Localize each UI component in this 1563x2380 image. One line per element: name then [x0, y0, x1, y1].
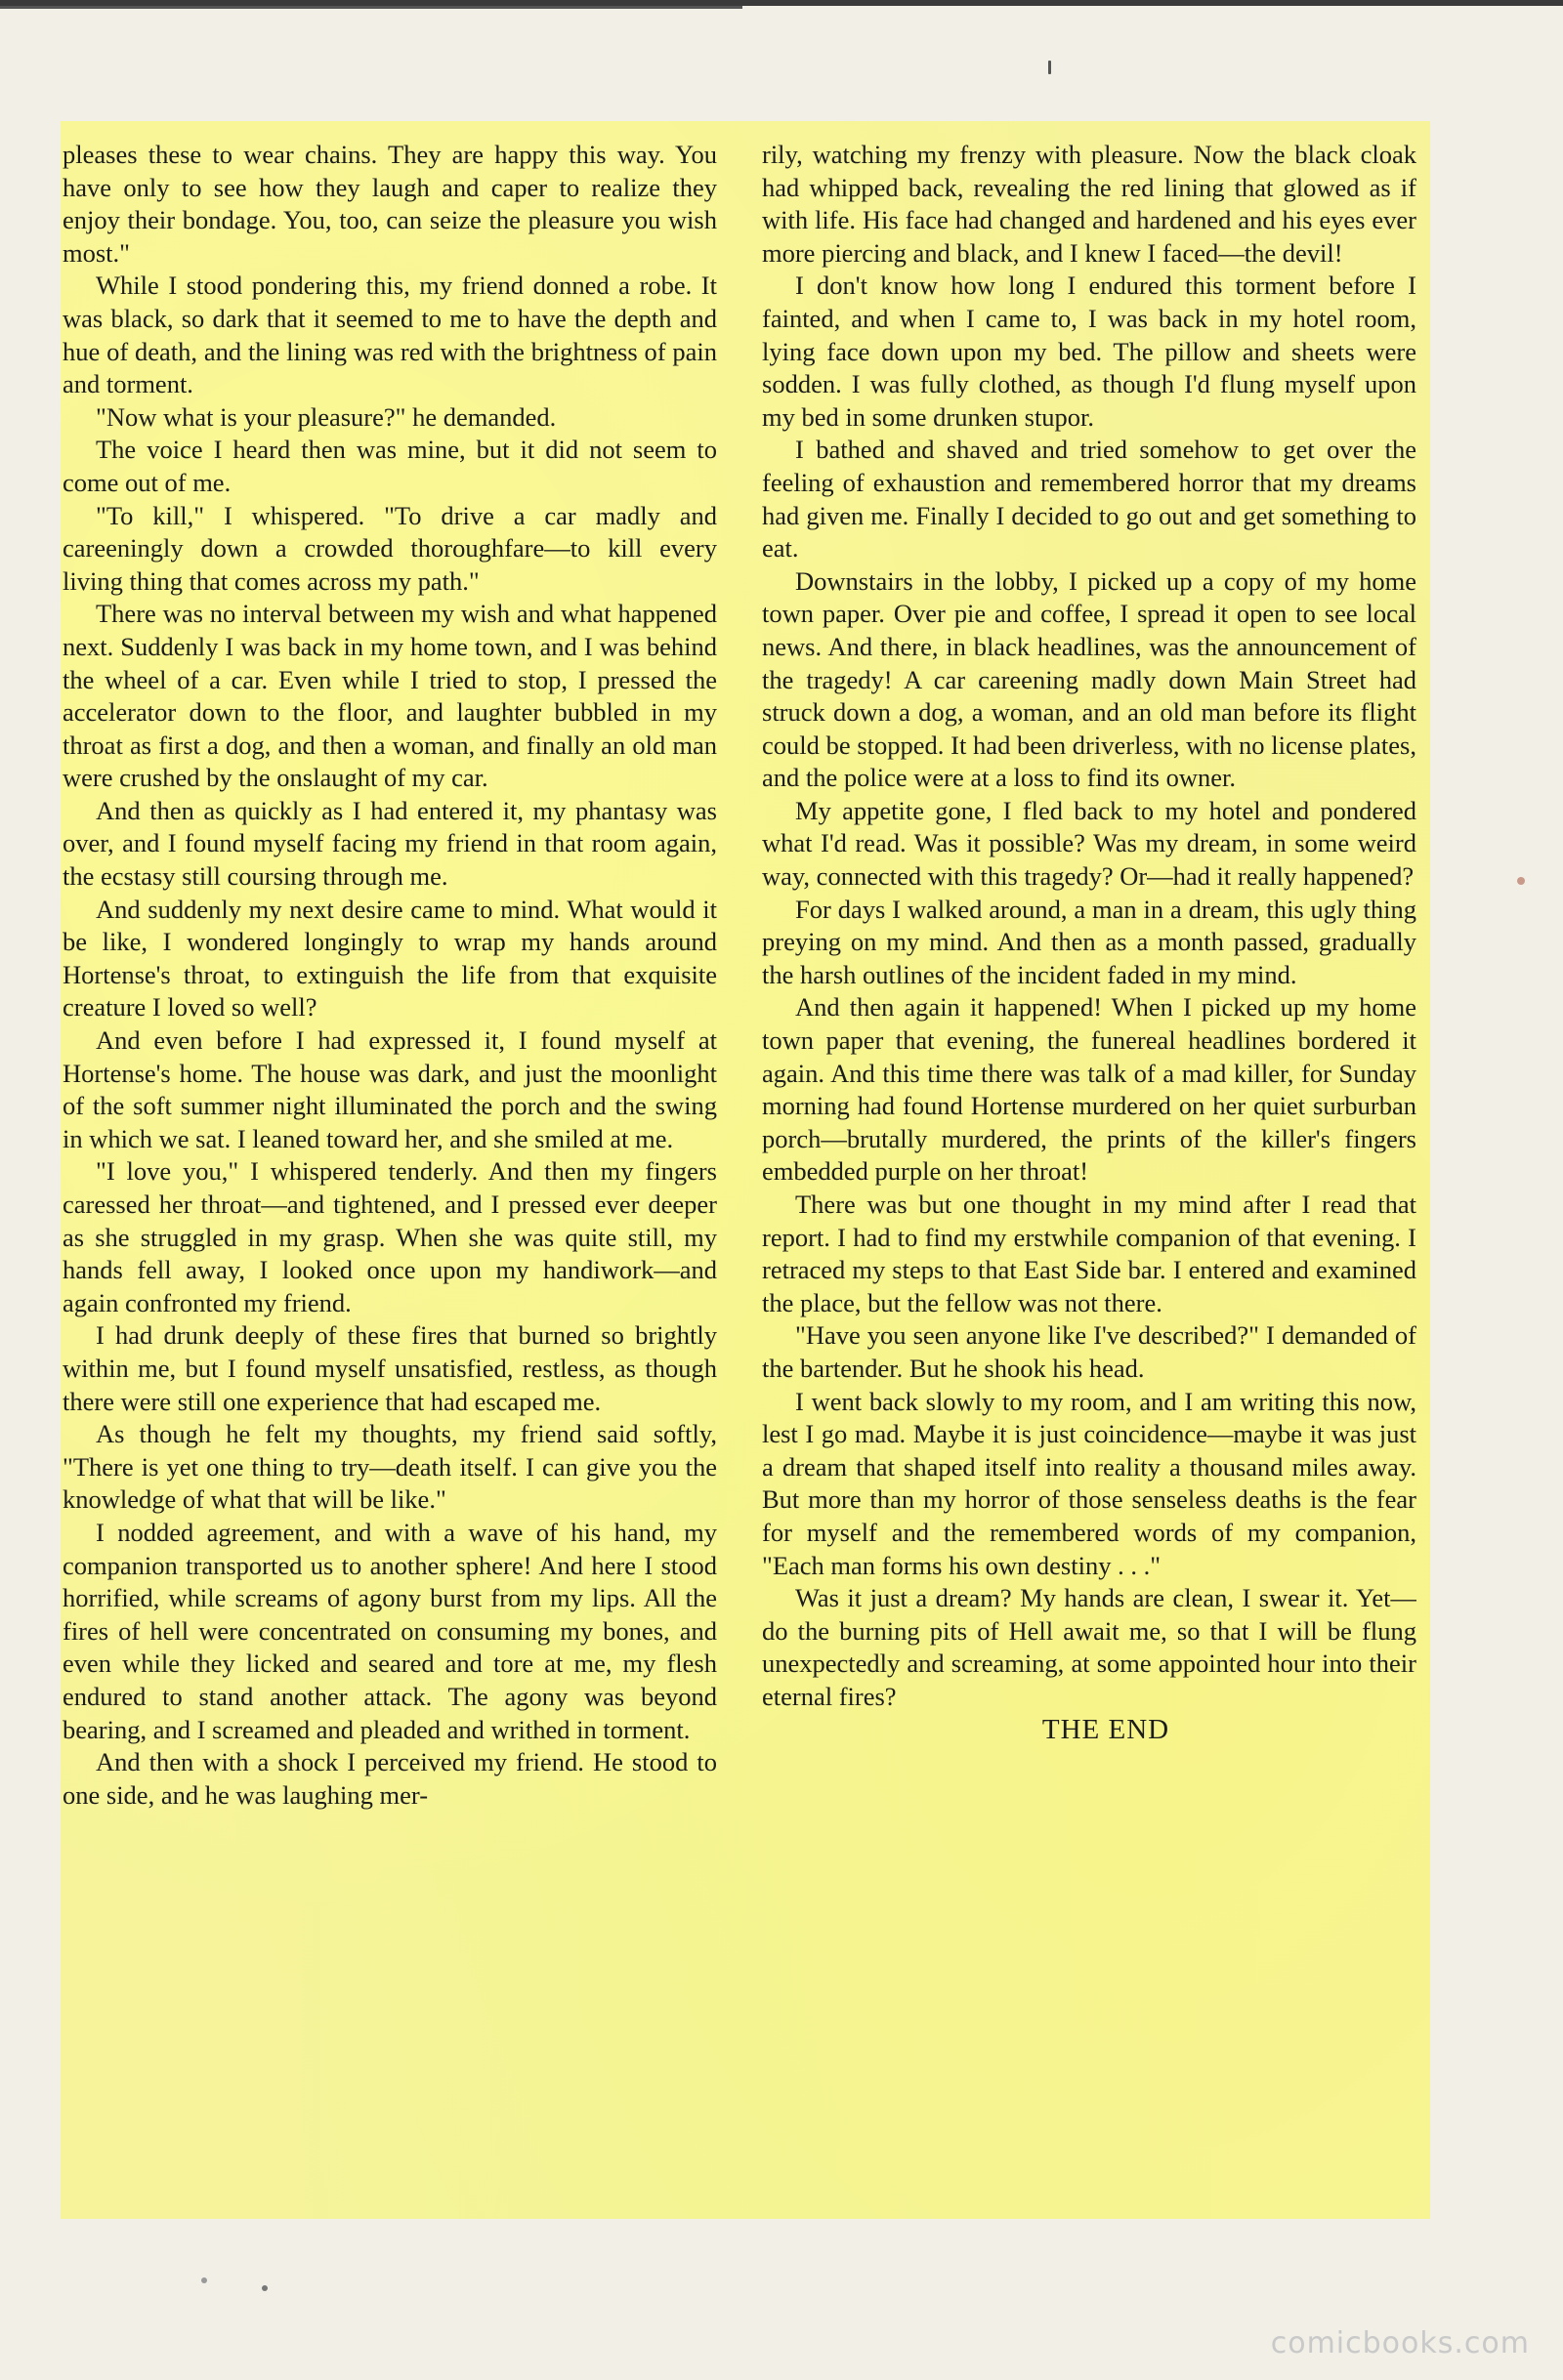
print-speck	[201, 2277, 207, 2283]
paragraph: "To kill," I whispered. "To drive a car madly and careeningly down a crowded thoroughfare—to kill every living thing that comes across my path."	[63, 500, 717, 596]
site-watermark: comicbooks.com	[1270, 2326, 1530, 2360]
paragraph: rily, watching my frenzy with pleasure. Now the black cloak had whipped back, revealing the red lining that glowed as if with life. His face had changed and hardened and his eyes ever more piercing and black, and I knew I faced—the devil!	[762, 140, 1416, 268]
paragraph: "Now what is your pleasure?" he demanded.	[96, 401, 557, 432]
paragraph: And even before I had expressed it, I found myself at Hortense's home. The house was dark, and just the moonlight of the soft summer night illuminated the porch and the swing in which we sat. I leaned toward her, and she smiled at me.	[63, 1025, 717, 1153]
paragraph: I bathed and shaved and tried somehow to get over the feeling of exhaustion and remembered horror that my dreams had given me. Finally I decided to go out and get something to eat.	[762, 435, 1416, 564]
paragraph: I nodded agreement, and with a wave of his hand, my companion transported us to another sphere! And here I stood horrified, while screams of agony burst from my lips. All the fires of hell were concentrated on consuming my bones, and even while they licked and seared and tore at me, my flesh endured to stand another attack. The agony was beyond bearing, and I screamed and pleaded and writhed in torment.	[63, 1517, 717, 1744]
paragraph: I went back slowly to my room, and I am writing this now, lest I go mad. Maybe it is just coincidence—maybe it was just a dream that shaped itself into reality a thousand miles away. But more than my horror of those senseless deaths is the fear for myself and the remembered words of my companion, "Each man forms his own destiny . . ."	[762, 1386, 1416, 1580]
paragraph: As though he felt my thoughts, my friend said softly, "There is yet one thing to try—death itself. I can give you the knowledge of what that will be like."	[63, 1419, 717, 1515]
paragraph: "I love you," I whispered tenderly. And then my fingers caressed her throat—and tightened, and I pressed ever deeper as she struggled in my grasp. When she was quite still, my hands fell away, I looked once upon my handiwork—and again confronted my friend.	[63, 1156, 717, 1317]
paragraph: For days I walked around, a man in a dream, this ugly thing preying on my mind. And then as a month passed, gradually the harsh outlines of the incident faded in my mind.	[762, 894, 1416, 989]
the-end-label: THE END	[1041, 1713, 1170, 1745]
paragraph: I don't know how long I endured this torment before I fainted, and when I came to, I was back in my hotel room, lying face down upon my bed. The pillow and sheets were sodden. I was fully clothed, as though I'd flung myself upon my bed in some drunken stupor.	[762, 271, 1416, 432]
paragraph: I had drunk deeply of these fires that burned so brightly within me, but I found myself unsatisfied, restless, as though there were still one experience that had escaped me.	[63, 1320, 717, 1416]
paragraph: Was it just a dream? My hands are clean, I swear it. Yet—do the burning pits of Hell await me, so that I will be flung unexpectedly and screaming, at some appointed hour into their eternal fires?	[762, 1583, 1416, 1711]
paragraph: There was but one thought in my mind after I read that report. I had to find my erstwhile companion of that evening. I retraced my steps to that East Side bar. I entered and examined the place, but the fellow was not there.	[762, 1190, 1416, 1317]
paragraph: The voice I heard then was mine, but it did not seem to come out of me.	[63, 435, 717, 497]
paragraph: While I stood pondering this, my friend donned a robe. It was black, so dark that it seemed to me to have the depth and hue of death, and the lining was red with the brightness of pain and torment.	[63, 271, 717, 399]
paragraph: pleases these to wear chains. They are happy this way. You have only to see how they laugh and caper to realize they enjoy their bondage. You, too, can seize the pleasure you wish most."	[63, 140, 717, 268]
paragraph: Downstairs in the lobby, I picked up a copy of my home town paper. Over pie and coffee, I spread it open to see local news. And there, in black headlines, was the announcement of the tragedy! A car careening madly down Main Street had struck down a dog, a woman, and an old man before its flight could be stopped. It had been driverless, with no license plates, and the police were at a loss to find its owner.	[762, 565, 1416, 793]
right-column	[762, 139, 1416, 2199]
paragraph: "Have you seen anyone like I've described?" I demanded of the bartender. But he shook his head.	[762, 1320, 1416, 1383]
paragraph: And then again it happened! When I picked up my home town paper that evening, the funereal headlines bordered it again. And this time there was talk of a mad killer, for Sunday morning had found Hortense murdered on her quiet surburban porch—brutally murdered, the prints of the killer's fingers embedded purple on her throat!	[762, 992, 1416, 1187]
print-speck	[1048, 61, 1051, 74]
left-column	[63, 139, 717, 2199]
top-border	[0, 0, 1563, 6]
print-speck	[262, 2285, 268, 2291]
paragraph: And suddenly my next desire came to mind. What would it be like, I wondered longingly to wrap my hands around Hortense's throat, to extinguish the life from that exquisite creature I loved so well?	[63, 894, 717, 1023]
paragraph: There was no interval between my wish and what happened next. Suddenly I was back in my home town, and I was behind the wheel of a car. Even while I tried to stop, I pressed the accelerator down to the floor, and laughter bubbled in my throat as first a dog, and then a woman, and finally an old man were crushed by the onslaught of my car.	[63, 599, 717, 793]
paragraph: And then as quickly as I had entered it, my phantasy was over, and I found myself facing my friend in that room again, the ecstasy still coursing through me.	[63, 795, 717, 892]
paragraph: And then with a shock I perceived my friend. He stood to one side, and he was laughing mer-	[63, 1747, 717, 1810]
paragraph: My appetite gone, I fled back to my hotel and pondered what I'd read. Was it possible? Was my dream, in some weird way, connected with this tragedy? Or—had it really happened?	[762, 795, 1416, 892]
story-text-panel	[61, 121, 1430, 2219]
print-speck	[1517, 877, 1525, 885]
